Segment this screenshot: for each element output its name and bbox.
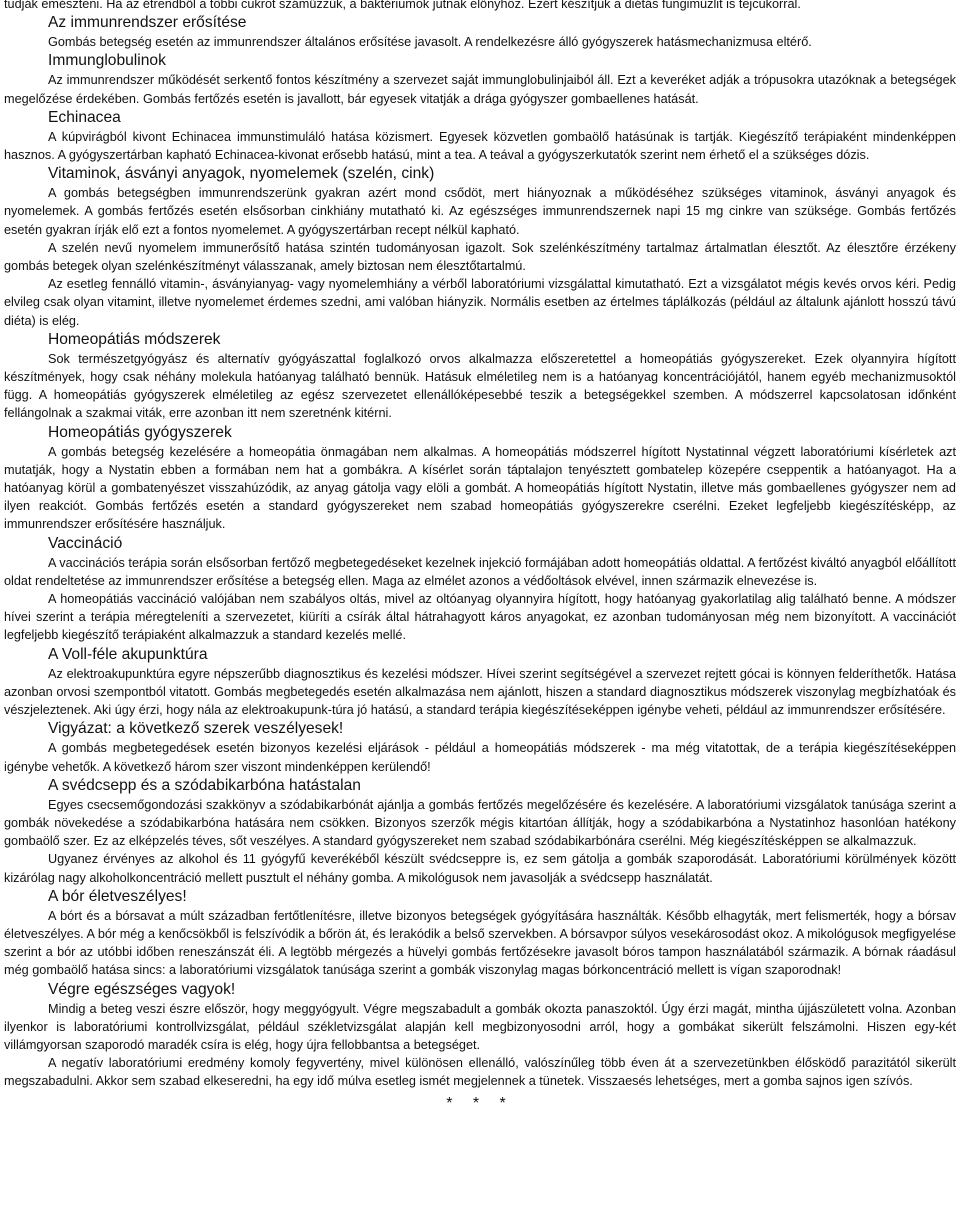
paragraph: Sok természetgyógyász és alternatív gyógyászattal foglalkozó orvos alkalmazza előszeretettel a homeopátiás gyógyszereket. Ezek olyannyira hígított készítmények, hogy csak néhány molekula hatóanyag található bennük. Hatásuk elméletileg nem is a hatóanyag koncentrációjától, hanem egyéb mechanizmusoktól függ. A homeopátiás gyógyszerek elméletileg az egész szervezetet ellenállóképesebbé teszik a betegségekkel szemben. A módszerrel kapcsolatosan időnként fellángolnak a szakmai viták, erre azonban itt nem szeretnénk kitérni.	[4, 351, 956, 421]
section-heading: Vitaminok, ásványi anyagok, nyomelemek (szelén, cink)	[48, 165, 435, 183]
paragraph: Az elektroakupunktúra egyre népszerűbb diagnosztikus és kezelési módszer. Hívei szerint segítségével a szervezet rejtett gócai is könnyen felderíthetők. Hatása azonban orvosi szempontból vitatott. Gombás megbetegedés esetén alkalmazása nem ajánlott, hiszen a standard diagnosztikus módszerek viszonylag megbízhatóak és vészjeleztenek. Aki úgy érzi, hogy nála az elektroakupunk-túra jó hatású, a standard terápia kiegészítéseképpen igénybe veheti, például az immunrendszer erősítésére.	[4, 666, 956, 718]
section-heading: Echinacea	[48, 108, 121, 126]
paragraph: Mindig a beteg veszi észre először, hogy meggyógyult. Végre megszabadult a gombák okozta panaszoktól. Úgy érzi magát, mintha újjászületett volna. Azonban ilyenkor is laboratóriumi kontrollvizsgálat, például székletvizsgálat alapján kell megbizonyosodni arról, hogy a gombákat sikerült felszámolni. Hiszen egy-két villámgyorsan szaporodó maradék csíra is elég, hogy újra fellobbantsa a betegséget.	[4, 1001, 956, 1052]
section-heading: Homeopátiás gyógyszerek	[48, 423, 232, 441]
paragraph: A szelén nevű nyomelem immunerősítő hatása szintén tudományosan igazolt. Sok szelénkészítmény tartalmaz ártalmatlan élesztőt. Az élesztőre érzékeny gombás betegek olyan szelénkészítményt válasszanak, amely biztosan nem élesztőtartalmú.	[4, 240, 956, 274]
paragraph: Gombás betegség esetén az immunrendszer általános erősítése javasolt. A rendelkezésre álló gyógyszerek hatásmechanizmusa eltérő.	[48, 35, 812, 50]
paragraph: A kúpvirágból kivont Echinacea immunstimuláló hatása közismert. Egyesek közvetlen gombaölő hatásúnak is tartják. Kiegészítő terápiaként mindenképpen hasznos. A gyógyszertárban kapható Echinacea-kivonat erősebb hatású, mint a tea. A teával a gyógyszerkutatók szerint nem érhető el a szükséges dózis.	[4, 129, 956, 163]
section-heading: Immunglobulinok	[48, 52, 166, 70]
paragraph: A gombás megbetegedések esetén bizonyos kezelési eljárások - például a homeopátiás módszerek - ma még vitatottak, de a terápia kiegészítéseképpen igénybe vehetők. A következő három szer viszont mindenképpen kerülendő!	[4, 741, 956, 774]
paragraph: A gombás betegségben immunrendszerünk gyakran azért mond csődöt, mert hiányoznak a működéséhez szükséges vitaminok, ásványi anyagok és nyomelemek. A gombás fertőzés esetén elsősorban cinkhiány mutatható ki. Az egészséges immunrendszernek napi 15 mg cinkre van szüksége. Gombás fertőzés esetén gyakran írják elő ezt a fontos nyomelemet. A gyógyszertárban recept nélkül kapható.	[4, 186, 956, 237]
paragraph: Az immunrendszer működését serkentő fontos készítmény a szervezet saját immunglobulinjaiból áll. Ezt a keveréket adják a trópusokra utazóknak a betegségek megelőzése érdekében. Gombás fertőzés esetén is javallott, bár egyesek vitatják a drága gyógyszer gombaellenes hatását.	[4, 73, 956, 106]
section-heading: Végre egészséges vagyok!	[48, 980, 236, 998]
section-separator: * * *	[446, 1094, 514, 1112]
paragraph: Egyes csecsemőgondozási szakkönyv a szódabikarbónát ajánlja a gombás fertőzés megelőzésére és kezelésére. A laboratóriumi vizsgálatok tanúsága szerint a gombák növekedése a szódabikarbóna hatására nem csökken. Bizonyos szerzők mégis kitartóan állítják, hogy a szódabikarbóna a Nystatinhoz hasonlóan hatékony gombaölő szer. Ez az elképzelés téves, sőt veszélyes. A standard gyógyszereket nem szabad szódabikarbónára cserélni. Még kiegészítésképpen se alkalmazzuk.	[4, 797, 956, 849]
section-heading: Az immunrendszer erősítése	[48, 14, 247, 32]
paragraph: A gombás betegség kezelésére a homeopátia önmagában nem alkalmas. A homeopátiás módszerrel hígított Nystatinnal végzett laboratóriumi kísérletek azt mutatják, hogy a Nystatin ebben a formában nem hat a gombákra. A kísérlet során táptalajon tenyésztett gombatelep közepére cseppentik a hatóanyagot. Ha a hatóanyag körül a gombatenyészet visszahúzódik, az anyag gátolja vagy elöli a gombát. A homeopátiás hígított Nystatin, illetve más gombaellenes gyógyszer nem ad ilyen reakciót. Gombás fertőzés esetén a standard gyógyszereket nem szabad homeopátiás gyógyszerekre cserélni. Ezeket legfeljebb kiegészítésképp, az immunrendszer erősítésére használjuk.	[4, 444, 956, 532]
paragraph: A vaccinációs terápia során elsősorban fertőző megbetegedéseket kezelnek injekció formájában adott homeopátiás oldattal. A fertőzést kiváltó anyagból előállított oldat rendeltetése az immunrendszer erősítése a betegség ellen. Maga az elmélet azonos a védőoltások elvével, innen származik elnevezése is.	[4, 555, 956, 588]
paragraph: Az esetleg fennálló vitamin-, ásványianyag- vagy nyomelemhiány a vérből laboratóriumi vizsgálattal kimutatható. Ezt a vizsgálatot mégis kevés orvos kéri. Pedig elvileg csak olyan vitamint, illetve nyomelemet érdemes szedni, ami valóban hiányzik. Normális esetben az értelmes táplálkozás (például az általunk ajánlott hosszú távú diéta) is elég.	[4, 277, 956, 328]
paragraph: A negatív laboratóriumi eredmény komoly fegyvertény, mivel különösen ellenálló, valószínűleg több éven át a szervezetünkben élősködő parazitától sikerült megszabadulni. Akkor sem szabad elkeseredni, ha egy idő múlva esetleg ismét megjelennek a tünetek. Visszaesés lehetséges, mert a gomba sajnos igen szívós.	[4, 1056, 956, 1089]
section-heading: A svédcsepp és a szódabikarbóna hatástalan	[48, 776, 361, 794]
section-heading: A bór életveszélyes!	[48, 887, 187, 905]
section-heading: A Voll-féle akupunktúra	[48, 645, 208, 663]
section-heading: Vaccináció	[48, 534, 123, 552]
paragraph: A homeopátiás vaccináció valójában nem szabályos oltás, mivel az oltóanyag olyannyira hígított, hogy hatóanyag gyakorlatilag alig található benne. A módszer hívei szerint a terápia méregteleníti a szervezetet, kiüríti a csírák által hátrahagyott káros anyagokat, ez azonban tudományosan még nem bizonyított. A vaccinációt legfeljebb kiegészítő terápiaként alkalmazzuk a standard kezelés mellé.	[4, 592, 956, 643]
paragraph: A bórt és a bórsavat a múlt században fertőtlenítésre, illetve bizonyos betegségek gyógyítására használták. Később elhagyták, mert felismerték, hogy a bórsav életveszélyes. A bór még a kenőcsökből is felszívódik a bőrön át, és lerakódik a belső szervekben. A bórsavpor súlyos vesekárosodást okoz. A mikológusok megfigyelése szerint a bór az utóbbi időben reneszánszát éli. A legtöbb mérgezés a hüvelyi gombás fertőzésekre javasolt bóros tampon használatából származik. A bórnak ráadásul még gombaölő hatása sincs: a laboratóriumi vizsgálatok tanúsága szerint a gombák viszonylag magas bórkoncentráció mellett is vígan szaporodnak!	[4, 908, 956, 978]
paragraph: Ugyanez érvényes az alkohol és 11 gyógyfű keverékéből készült svédcseppre is, ez sem gátolja a gombák szaporodását. Laboratóriumi körülmények között kizárólag nagy alkoholkoncentráció mellett pusztult el néhány gomba. A mikológusok nem javasolják a svédcsepp használatát.	[4, 852, 956, 885]
paragraph: tudják emészteni. Ha az étrendből a többi cukrot száműzzük, a baktériumok jutnak előnyhöz. Ezért készítjük a diétás fungimüzlit is tejcukorral.	[4, 0, 801, 11]
section-heading: Vigyázat: a következő szerek veszélyesek!	[48, 720, 344, 738]
section-heading: Homeopátiás módszerek	[48, 330, 221, 348]
